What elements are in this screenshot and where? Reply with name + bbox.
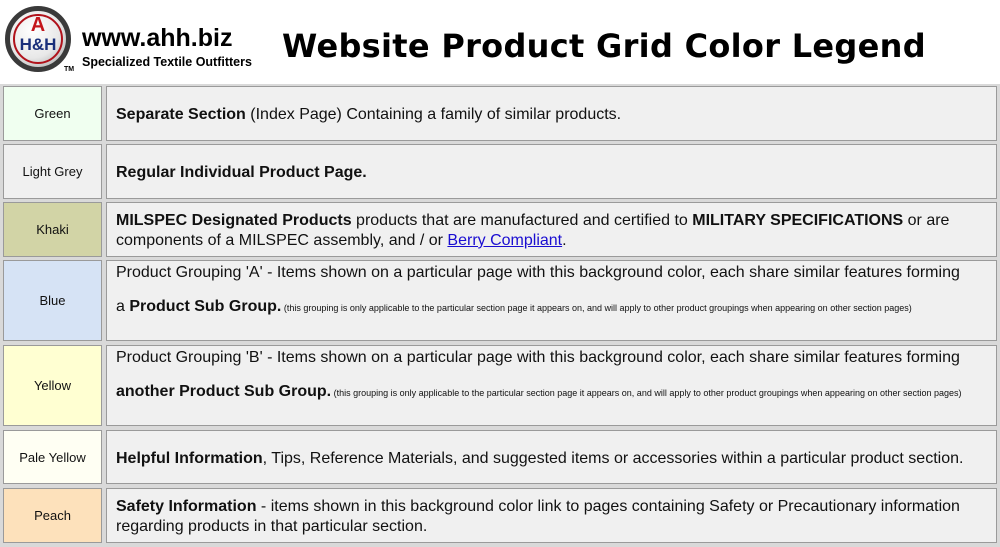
description-bold: another Product Sub Group bbox=[116, 383, 327, 400]
description-body: or are components of a MILSPEC assembly, and / or bbox=[116, 212, 950, 249]
page-title: Website Product Grid Color Legend bbox=[282, 27, 926, 65]
swatch-label: Blue bbox=[39, 293, 66, 308]
description-dot: . bbox=[276, 298, 282, 315]
logo-letters-hh: H&H bbox=[19, 35, 57, 54]
description-body: , Tips, Reference Materials, and suggested items or accessories within a particular product section. bbox=[262, 449, 964, 467]
description-body: . bbox=[562, 232, 567, 249]
description-body: (Index Page) Containing a family of similar products. bbox=[245, 106, 622, 123]
legend-description-yellow bbox=[106, 345, 997, 426]
swatch-label: Pale Yellow bbox=[19, 449, 86, 465]
swatch-label: Khaki bbox=[36, 222, 69, 237]
swatch-label: Peach bbox=[34, 508, 71, 523]
swatch-light-grey bbox=[3, 144, 102, 199]
description-bold: Product Sub Group bbox=[129, 298, 277, 315]
swatch-label: Green bbox=[34, 106, 71, 121]
site-url: www.ahh.biz bbox=[82, 24, 233, 52]
description-subgroup bbox=[116, 297, 993, 317]
description-note: (this grouping is only applicable to the particular section page it appears on, and will apply to other product groupings when appearing on other section pages) bbox=[281, 303, 912, 313]
swatch-khaki bbox=[3, 202, 102, 257]
description-bold: Safety Information bbox=[116, 498, 257, 515]
description-bold: Regular Individual Product Page. bbox=[116, 164, 367, 181]
description-text bbox=[116, 449, 993, 469]
description-text bbox=[116, 497, 993, 537]
ahh-logo[interactable] bbox=[5, 6, 71, 72]
legend-description-pale-yellow bbox=[106, 430, 997, 484]
berry-compliant-link[interactable]: Berry Compliant bbox=[447, 232, 563, 249]
description-text bbox=[116, 105, 993, 125]
legend-description-light-grey bbox=[106, 144, 997, 199]
swatch-peach bbox=[3, 488, 102, 543]
swatch-label: Light Grey bbox=[22, 164, 83, 179]
description-note: (this grouping is only applicable to the particular section page it appears on, and will apply to other product groupings when appearing on other section pages) bbox=[331, 388, 962, 398]
description-bold: Separate Section bbox=[116, 106, 246, 123]
description-bold: MILITARY SPECIFICATIONS bbox=[692, 212, 904, 229]
description-body: products that are manufactured and certified to bbox=[351, 212, 693, 229]
legend-description-green bbox=[106, 86, 997, 141]
page-header bbox=[0, 0, 1000, 84]
description-bold: MILSPEC Designated Products bbox=[116, 212, 352, 229]
description-body: - items shown in this background color link to pages containing Safety or Precautionary information regarding products in that particular section. bbox=[116, 498, 960, 535]
description-bold: Helpful Information bbox=[116, 449, 263, 467]
legend-description-peach bbox=[106, 488, 997, 543]
color-legend-table bbox=[0, 84, 1000, 547]
swatch-green bbox=[3, 86, 102, 141]
trademark-mark: TM bbox=[64, 66, 75, 73]
description-line: Product Grouping 'A' - Items shown on a particular page with this background color, each share similar features forming bbox=[116, 264, 960, 281]
description-body: a bbox=[116, 298, 130, 315]
swatch-yellow bbox=[3, 345, 102, 426]
swatch-blue bbox=[3, 260, 102, 341]
legend-description-blue bbox=[106, 260, 997, 341]
description-line: Product Grouping 'B' - Items shown on a particular page with this background color, each share similar features forming bbox=[116, 349, 960, 366]
company-tagline: Specialized Textile Outfitters bbox=[82, 55, 252, 69]
description-text bbox=[116, 211, 993, 251]
swatch-label: Yellow bbox=[33, 378, 72, 393]
description-dot: . bbox=[326, 383, 332, 400]
legend-description-khaki bbox=[106, 202, 997, 257]
logo-letter-a: A bbox=[30, 14, 46, 36]
description-subgroup bbox=[116, 382, 993, 402]
description-text bbox=[116, 163, 993, 183]
swatch-pale-yellow bbox=[3, 430, 102, 484]
